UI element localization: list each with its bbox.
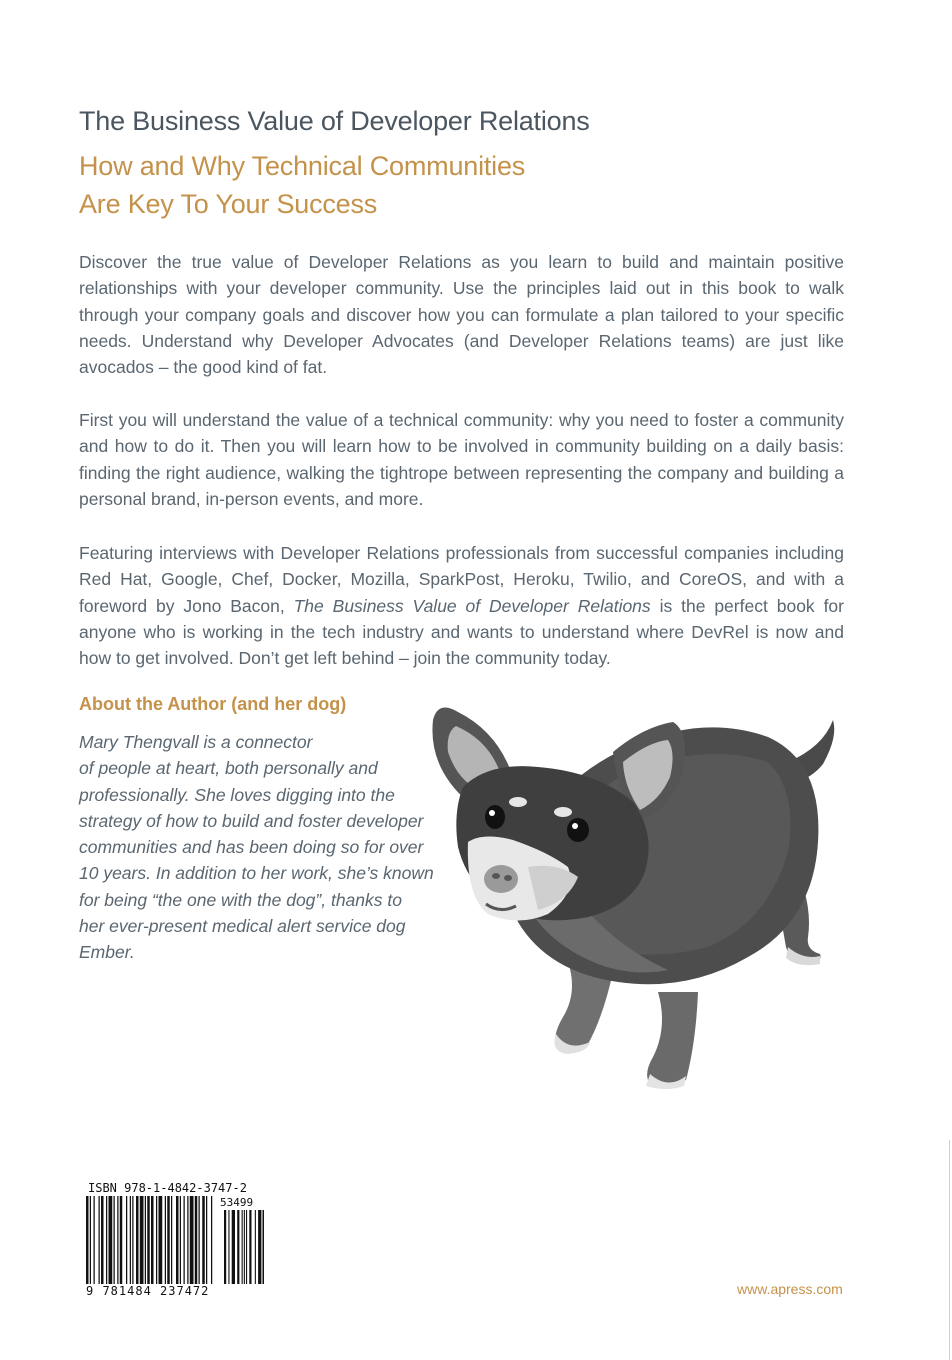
barcode-bars <box>86 1196 264 1286</box>
barcode-bar <box>211 1196 212 1284</box>
barcode-bar <box>94 1196 95 1284</box>
barcode-bar <box>187 1196 188 1284</box>
author-bio <box>79 729 444 966</box>
bio-line: Ember. <box>79 942 135 963</box>
barcode-bar <box>165 1196 166 1284</box>
barcode-bar <box>106 1196 107 1284</box>
barcode-addon-bar <box>228 1210 229 1284</box>
barcode-bar <box>109 1196 113 1284</box>
barcode-bar <box>120 1196 123 1284</box>
barcode-bar <box>184 1196 185 1284</box>
paragraph-3-book-title: The Business Value of Developer Relations <box>293 595 651 616</box>
barcode-bar <box>199 1196 200 1284</box>
bio-line: strategy of how to build and foster developer <box>79 810 424 831</box>
barcode-bar <box>101 1196 104 1284</box>
barcode-addon-bar <box>249 1210 251 1284</box>
barcode-addon-bar <box>224 1210 226 1284</box>
barcode-bar <box>117 1196 118 1284</box>
barcode-bar <box>99 1196 100 1284</box>
barcode-bar <box>90 1196 91 1284</box>
publisher-website[interactable]: www.apress.com <box>737 1281 843 1297</box>
bio-line: communities and has been doing so for over <box>79 837 424 858</box>
barcode-bar <box>167 1196 170 1284</box>
bio-line: for being “the one with the dog”, thanks to <box>79 889 402 910</box>
barcode-addon-bar <box>255 1210 256 1284</box>
barcode-addon-bar <box>232 1210 235 1284</box>
barcode-bar <box>126 1196 127 1284</box>
barcode-bar <box>140 1196 144 1284</box>
barcode-bar <box>202 1196 205 1284</box>
barcode-bar <box>180 1196 181 1284</box>
book-subtitle <box>79 147 679 223</box>
barcode-bar <box>136 1196 139 1284</box>
bio-line: 10 years. In addition to her work, she’s known <box>79 863 434 884</box>
barcode-bar <box>132 1196 133 1284</box>
dog-illustration <box>428 692 840 1092</box>
description-paragraph-2: First you will understand the value of a technical community: why you need to foster a community and how to do it. Then you will learn how to be involved in community building on a daily basis: finding the right audience, walking the tightrope between representing the company and building a personal brand, in-person events, and more. <box>79 410 844 509</box>
barcode-bar <box>151 1196 154 1284</box>
barcode-bar <box>86 1196 89 1284</box>
barcode-bar <box>195 1196 198 1284</box>
page-edge-divider <box>949 1140 950 1360</box>
subtitle-line-1: How and Why Technical Communities <box>79 151 526 181</box>
barcode-bar <box>190 1196 194 1284</box>
barcode-bar <box>159 1196 163 1284</box>
barcode-bar <box>145 1196 146 1284</box>
barcode-bar <box>171 1196 172 1284</box>
barcode-addon-bar <box>263 1210 265 1284</box>
barcode-bar <box>147 1196 150 1284</box>
bio-line: professionally. She loves digging into the <box>79 784 395 805</box>
barcode-addon-bar <box>258 1210 261 1284</box>
bio-line: Mary Thengvall is a connector <box>79 732 313 752</box>
barcode-bar <box>206 1196 207 1284</box>
paragraph-3-text-start: Featuring interviews with Developer Relations professionals from successful companies including Red Hat, Google, Chef, Docker, Mozilla, SparkPost, Heroku, Twilio, and CoreOS, and with a foreword by Jono Bacon, <box>79 543 844 616</box>
description-paragraph-1: Discover the true value of Developer Relations as you learn to build and maintain positive relationships with your developer community. Use the principles laid out in this book to walk through your company goals and discover how you can formulate a plan tailored to your specific needs. Understand why Developer Advocates (and Developer Relations teams) are just like avocados – the good kind of fat. <box>79 252 844 378</box>
bio-line: her ever-present medical alert service dog <box>79 916 406 937</box>
about-author-heading: About the Author (and her dog) <box>79 694 347 714</box>
barcode-bar <box>114 1196 115 1284</box>
description-paragraph-3 <box>79 540 844 671</box>
paragraph-3-text-end: is the perfect book for anyone who is working in the tech industry and wants to understand where DevRel is now and how to get involved. Don’t get left behind – join the community today. <box>79 595 844 669</box>
isbn-number: ISBN 978-1-4842-3747-2 <box>88 1181 247 1195</box>
barcode-addon-bar <box>244 1210 245 1284</box>
barcode-addon-bar <box>246 1210 247 1284</box>
barcode-bar <box>176 1196 179 1284</box>
barcode-bar <box>156 1196 157 1284</box>
bio-line: of people at heart, both personally and <box>79 758 378 779</box>
ean-number: 9 781484 237472 <box>86 1284 210 1298</box>
price-code: 53499 <box>220 1196 254 1209</box>
barcode-addon-bar <box>242 1210 243 1284</box>
barcode-addon-bar <box>237 1210 239 1284</box>
barcode-bar <box>130 1196 131 1284</box>
subtitle-line-2: Are Key To Your Success <box>79 189 378 219</box>
book-title: The Business Value of Developer Relations <box>79 106 590 136</box>
